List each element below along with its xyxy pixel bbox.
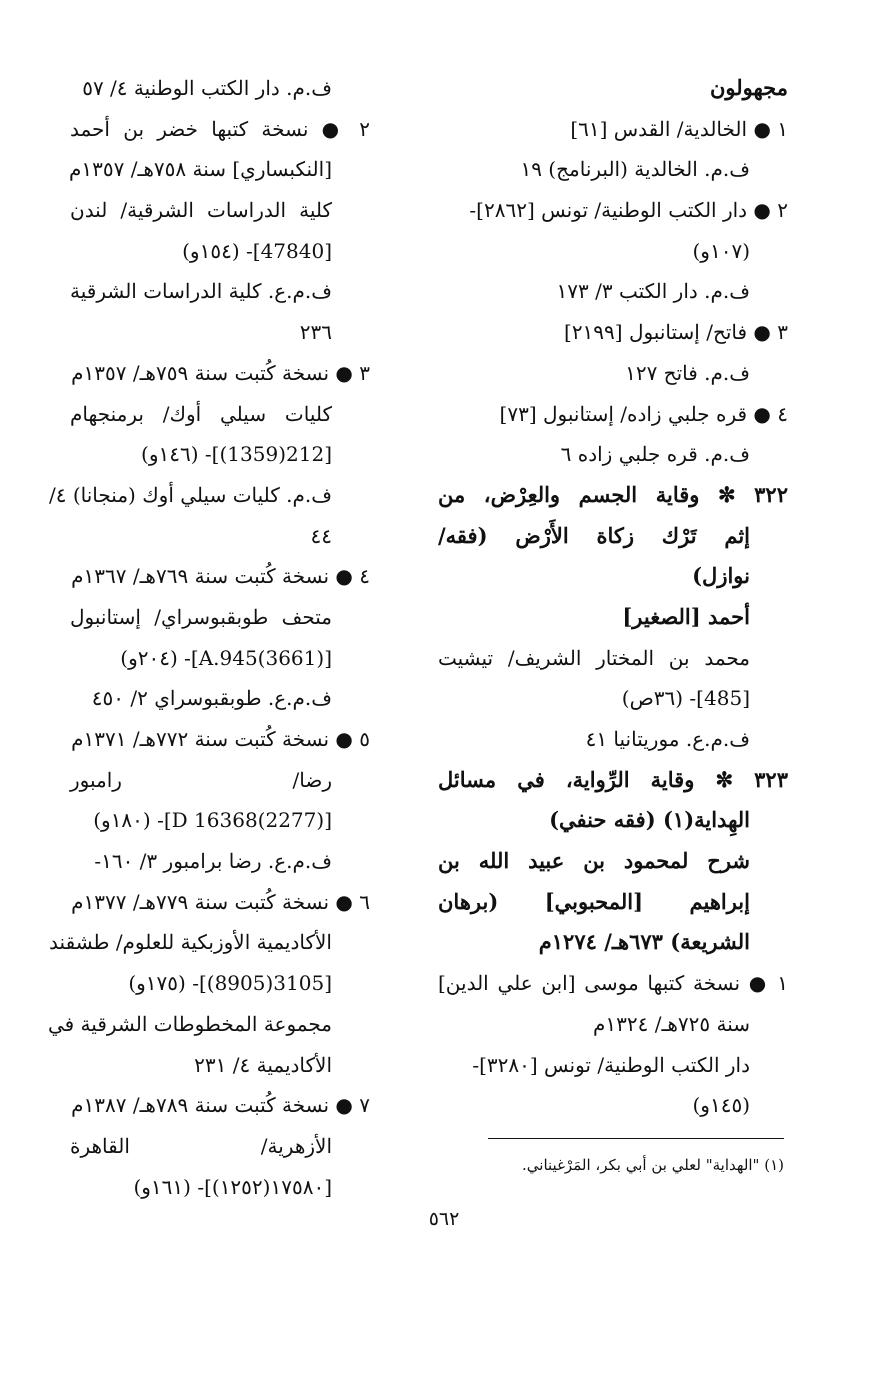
right-column-line: الشريعة) ٦٧٣هـ/ ١٢٧٤م: [538, 929, 750, 955]
left-column-line: ف.م.ع. كلية الدراسات الشرقية: [70, 279, 332, 304]
left-column-line: [D 16368(2277)]- (١٨٠و): [93, 808, 332, 833]
left-column-line: ٦ ● نسخة كُتبت سنة ٧٧٩هـ/ ١٣٧٧م: [71, 889, 370, 914]
left-column-line: كلية الدراسات الشرقية/ لندن: [70, 198, 332, 223]
left-column-line: رضا/ رامبور: [70, 767, 332, 792]
right-column-line: أحمد [الصغير]: [622, 603, 750, 629]
left-column-line: ٧ ● نسخة كُتبت سنة ٧٨٩هـ/ ١٣٨٧م: [71, 1093, 370, 1118]
left-column: [47, 68, 370, 1207]
right-column-line: ف.م. قره جلبي زاده ٦: [560, 442, 750, 467]
right-column-line: ٤ ● قره جلبي زاده/ إستانبول [٧٣]: [499, 401, 788, 426]
left-column-line: ف.م.ع. رضا برامبور ٣/ ١٦٠-: [94, 849, 332, 874]
left-column-line: [١٧٥٨٠(١٢٥٢)]- (١٦١و): [133, 1174, 332, 1199]
right-column-line: (١٤٥و): [692, 1093, 750, 1118]
left-column-line: الأكاديمية الأوزبكية للعلوم/ طشقند: [49, 930, 332, 955]
left-column-line: كليات سيلي أوك/ برمنجهام: [70, 401, 332, 426]
right-column-line: مجهولون: [709, 75, 788, 100]
right-column-line: (١٠٧و): [692, 238, 750, 263]
right-column-line: ٣٢٢ ✼ وقاية الجسم والعِرْض، من: [438, 481, 788, 507]
right-column-line: ٣٢٣ ✼ وقاية الرِّواية، في مسائل: [438, 766, 788, 792]
right-column-line: ف.م. الخالدية (البرنامج) ١٩: [520, 157, 750, 182]
right-column-line: محمد بن المختار الشريف/ تيشيت: [438, 645, 750, 670]
footnote: (١) "الهداية" لعلي بن أبي بكر، المَرْغيناني.: [522, 1156, 784, 1174]
left-column-line: ف.م. كليات سيلي أوك (منجانا) ٤/: [48, 482, 332, 507]
left-column-line: ٥ ● نسخة كُتبت سنة ٧٧٢هـ/ ١٣٧١م: [71, 727, 370, 751]
right-column: [438, 68, 788, 1126]
left-column-line: [النكبساري] سنة ٧٥٨هـ/ ١٣٥٧م: [69, 157, 332, 182]
left-column-line: ف.م. دار الكتب الوطنية ٤/ ٥٧: [82, 76, 332, 100]
left-column-line: ٤٤: [310, 523, 332, 548]
right-column-line: الهِداية(١) (فقه حنفي): [549, 807, 750, 833]
right-column-line: نوازل): [692, 563, 750, 589]
left-column-line: مجموعة المخطوطات الشرقية في: [47, 1011, 332, 1036]
left-column-line: الأكاديمية ٤/ ٢٣١: [194, 1052, 332, 1077]
right-column-line: شرح لمحمود بن عبيد الله بن: [438, 848, 750, 874]
left-column-line: [A.945(3661)]- (٢٠٤و): [120, 645, 332, 670]
left-column-line: [3105(8905)]- (١٧٥و): [128, 971, 332, 996]
left-column-line: ٣ ● نسخة كُتبت سنة ٧٥٩هـ/ ١٣٥٧م: [71, 360, 370, 385]
left-column-line: ف.م.ع. طوبقبوسراي ٢/ ٤٥٠: [91, 686, 332, 711]
right-column-line: دار الكتب الوطنية/ تونس [٣٢٨٠]-: [472, 1052, 750, 1077]
right-column-line: [485]- (٣٦ص): [621, 686, 750, 711]
right-column-line: ١ ● الخالدية/ القدس [٦١]: [570, 116, 788, 141]
right-column-line: ف.م.ع. موريتانيا ٤١: [585, 727, 750, 751]
footnote-separator: [488, 1138, 784, 1139]
right-column-line: إثم تَرْك زكاة الأَرْض (فقه/: [438, 522, 750, 548]
right-column-line: ف.م. فاتح ١٢٧: [625, 360, 750, 385]
right-column-line: ٢ ● دار الكتب الوطنية/ تونس [٢٨٦٢]-: [469, 198, 788, 223]
right-column-line: إبراهيم [المحبوبي] (برهان: [438, 888, 750, 914]
left-column-line: متحف طوبقبوسراي/ إستانبول: [70, 604, 332, 629]
left-column-line: الأزهرية/ القاهرة: [70, 1133, 332, 1158]
left-column-line: ٤ ● نسخة كُتبت سنة ٧٦٩هـ/ ١٣٦٧م: [71, 564, 370, 589]
left-column-line: [212(1359)]- (١٤٦و): [141, 442, 332, 467]
left-column-line: ٢ ● نسخة كتبها خضر بن أحمد: [70, 116, 370, 141]
right-column-line: ١ ● نسخة كتبها موسى [ابن علي الدين]: [438, 971, 788, 996]
page-number: ٥٦٢: [428, 1208, 460, 1230]
right-column-line: ٣ ● فاتح/ إستانبول [٢١٩٩]: [564, 320, 788, 345]
right-column-line: ف.م. دار الكتب ٣/ ١٧٣: [556, 279, 750, 304]
right-column-line: سنة ٧٢٥هـ/ ١٣٢٤م: [593, 1011, 750, 1036]
left-column-line: ٢٣٦: [299, 320, 332, 345]
left-column-line: [47840]- (١٥٤و): [182, 238, 332, 263]
